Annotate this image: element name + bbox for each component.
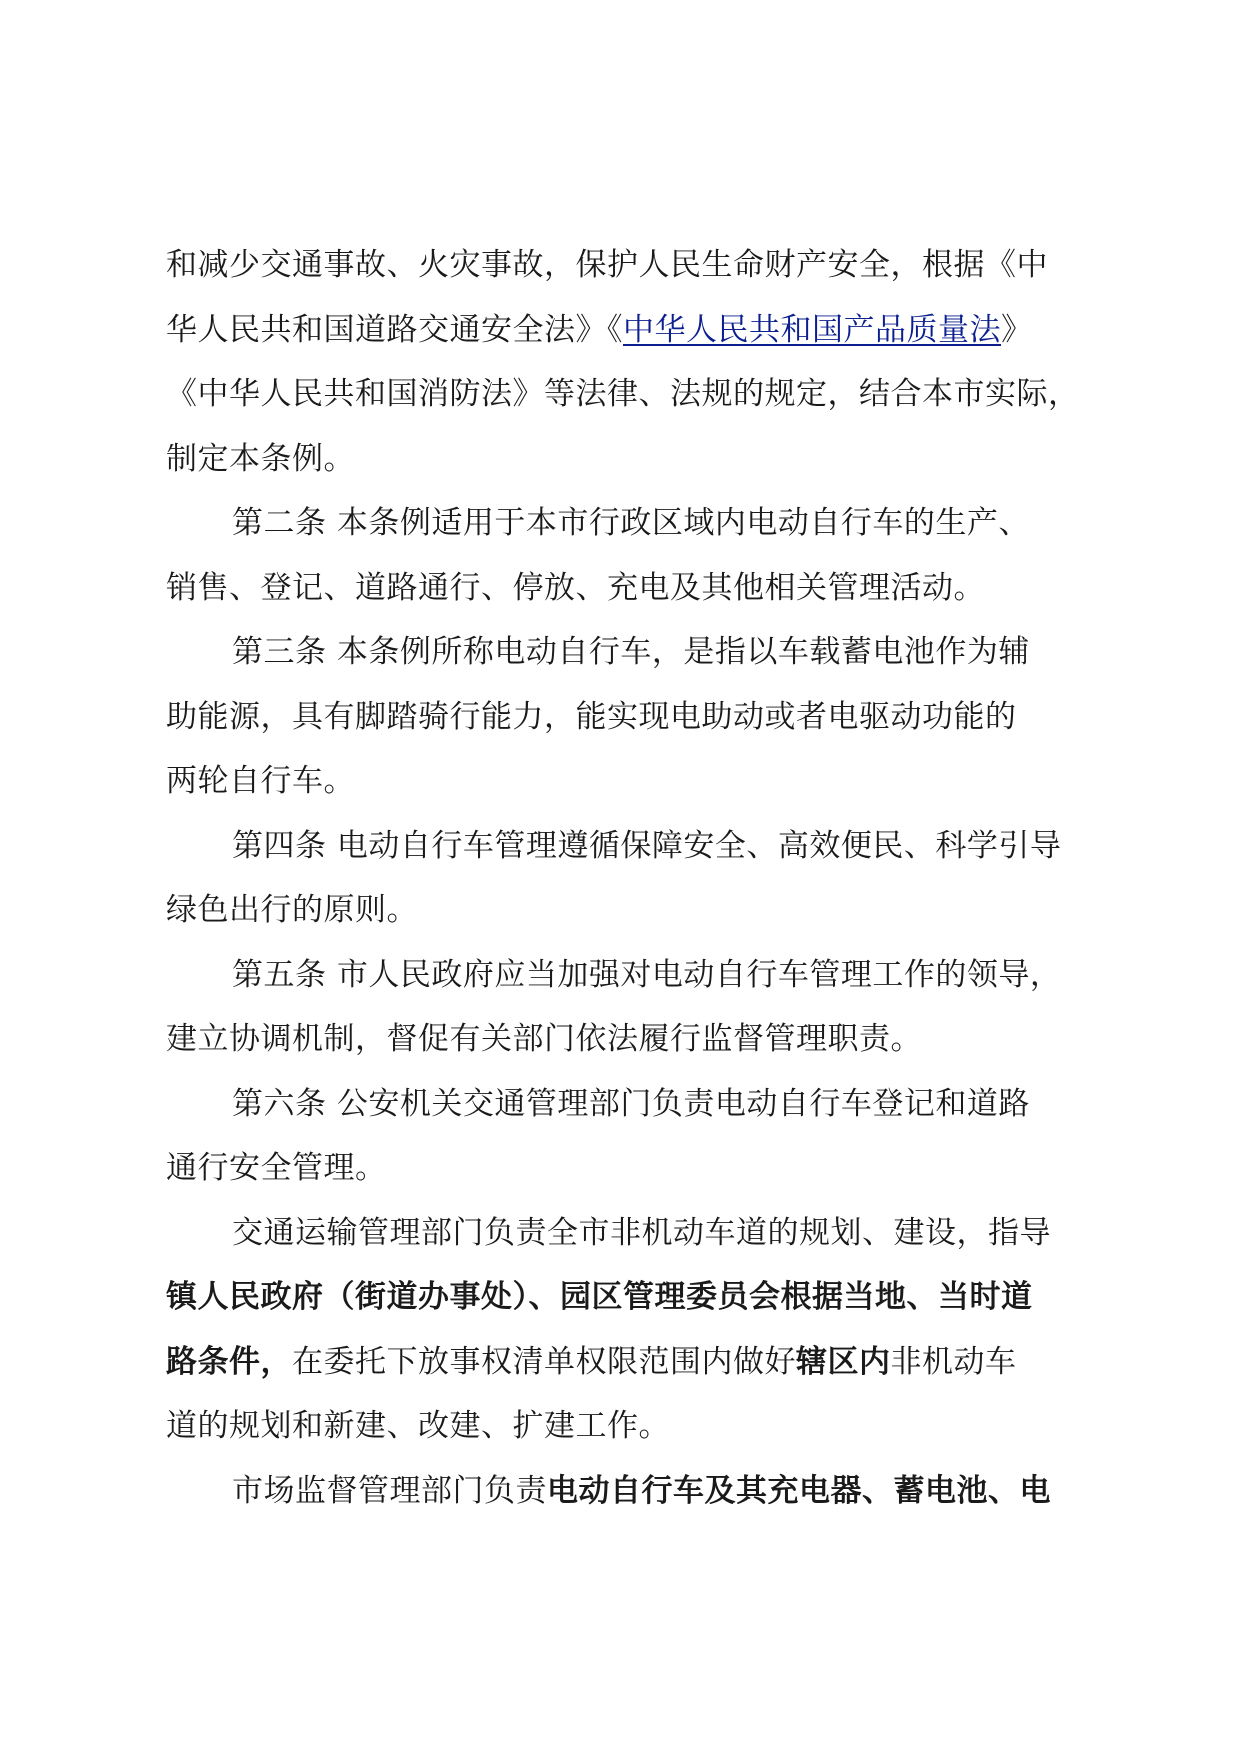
paragraph-line: 交通运输管理部门负责全市非机动车道的规划、建设，指导 bbox=[232, 1214, 1051, 1251]
text-segment: 路条件， bbox=[166, 1343, 292, 1380]
text-line: 销售、登记、道路通行、停放、充电及其他相关管理活动。 bbox=[166, 569, 985, 606]
text-line: 两轮自行车。 bbox=[166, 763, 355, 799]
text-line: 助能源，具有脚踏骑行能力，能实现电助动或者电驱动功能的 bbox=[166, 698, 1017, 735]
text-line: 通行安全管理。 bbox=[166, 1150, 387, 1186]
text-line: 镇人民政府（街道办事处）、园区管理委员会根据当地、当时道 bbox=[166, 1279, 1033, 1315]
text-segment: 电动自行车及其充电器、蓄电池、电 bbox=[547, 1472, 1051, 1509]
text-line bbox=[166, 1330, 1086, 1395]
text-line: 建立协调机制，督促有关部门依法履行监督管理职责。 bbox=[166, 1021, 922, 1057]
article-5-heading-line: 第五条 市人民政府应当加强对电动自行车管理工作的领导， bbox=[232, 956, 1062, 993]
text-segment: 市场监督管理部门负责 bbox=[232, 1472, 547, 1509]
article-6-heading-line: 第六条 公安机关交通管理部门负责电动自行车登记和道路 bbox=[232, 1085, 1030, 1122]
text-line bbox=[166, 298, 1086, 363]
document-body bbox=[166, 233, 1086, 1523]
text-line: 《中华人民共和国消防法》等法律、法规的规定，结合本市实际， bbox=[166, 376, 1080, 412]
text-line: 制定本条例。 bbox=[166, 440, 355, 477]
text-line: 绿色出行的原则。 bbox=[166, 892, 418, 928]
article-3-heading-line: 第三条 本条例所称电动自行车，是指以车载蓄电池作为辅 bbox=[232, 634, 1030, 670]
text-segment: 》 bbox=[1001, 311, 1033, 348]
text-line: 和减少交通事故、火灾事故，保护人民生命财产安全，根据《中 bbox=[166, 247, 1048, 283]
paragraph-line bbox=[166, 1459, 1086, 1524]
text-segment: 华人民共和国道路交通安全法》《 bbox=[166, 311, 623, 348]
article-4-heading-line: 第四条 电动自行车管理遵循保障安全、高效便民、科学引导 bbox=[232, 827, 1062, 864]
text-segment: 非机动车 bbox=[890, 1343, 1017, 1380]
text-segment: 在委托下放事权清单权限范围内做好 bbox=[292, 1343, 796, 1380]
text-segment: 辖区内 bbox=[796, 1343, 891, 1380]
product-quality-law-link[interactable]: 中华人民共和国产品质量法 bbox=[623, 311, 1001, 348]
text-line: 道的规划和新建、改建、扩建工作。 bbox=[166, 1408, 670, 1444]
article-2-heading-line: 第二条 本条例适用于本市行政区域内电动自行车的生产、 bbox=[232, 505, 1030, 541]
